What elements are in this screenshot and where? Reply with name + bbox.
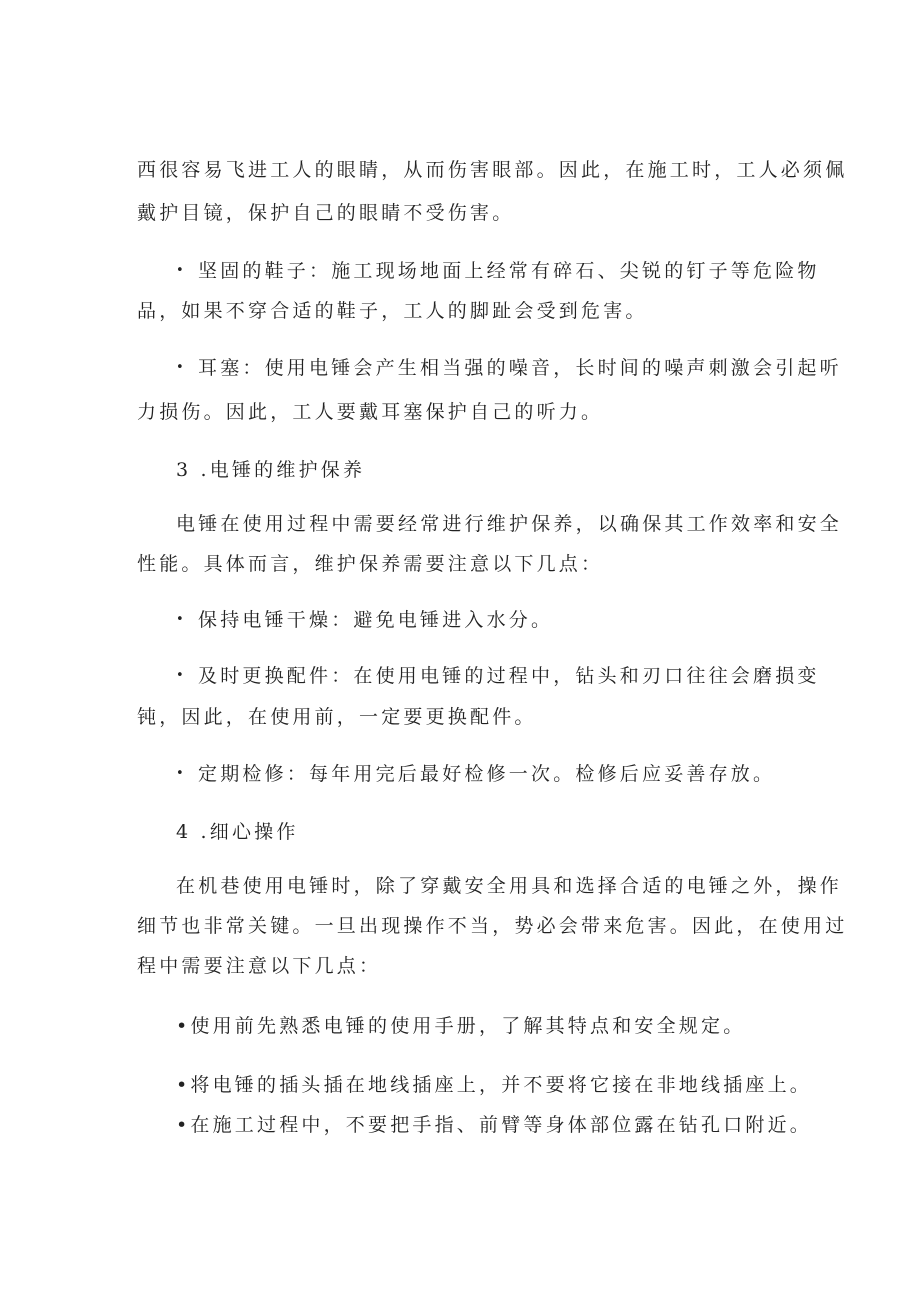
section-heading: 3 .电锤的维护保养 xyxy=(176,459,366,481)
text-line: 保持电锤干燥：避免电锤进入水分。 xyxy=(198,609,554,631)
bullet-dot: • xyxy=(176,766,184,781)
bullet-dot: • xyxy=(176,360,184,375)
text-line: 程中需要注意以下几点： xyxy=(137,955,382,977)
bullet-dot: • xyxy=(176,668,184,683)
text-line: 性能。具体而言，维护保养需要注意以下几点： xyxy=(137,553,604,575)
text-line: 坚固的鞋子：施工现场地面上经常有碎石、尖锐的钉子等危险物 xyxy=(198,260,820,282)
text-line: 西很容易飞进工人的眼睛，从而伤害眼部。因此，在施工时，工人必须佩 xyxy=(137,159,848,181)
text-line: 细节也非常关键。一旦出现操作不当，势必会带来危害。因此，在使用过 xyxy=(137,915,848,937)
bullet-dot: • xyxy=(176,263,184,278)
text-line: 在机巷使用电锤时，除了穿戴安全用具和选择合适的电锤之外，操作 xyxy=(176,875,843,897)
text-line: 戴护目镜，保护自己的眼睛不受伤害。 xyxy=(137,202,515,224)
text-line: 及时更换配件：在使用电锤的过程中，钻头和刃口往往会磨损变 xyxy=(198,665,820,687)
text-line: 电锤在使用过程中需要经常进行维护保养，以确保其工作效率和安全 xyxy=(176,513,843,535)
text-line: 耳塞：使用电锤会产生相当强的噪音，长时间的噪声刺激会引起听 xyxy=(198,357,842,379)
text-line: •使用前先熟悉电锤的使用手册，了解其特点和安全规定。 xyxy=(176,1015,746,1037)
text-line: •在施工过程中，不要把手指、前臂等身体部位露在钻孔口附近。 xyxy=(176,1114,813,1136)
bullet-dot: • xyxy=(176,612,184,627)
text-line: 定期检修：每年用完后最好检修一次。检修后应妥善存放。 xyxy=(198,763,776,785)
text-line: 钝，因此，在使用前，一定要更换配件。 xyxy=(137,706,537,728)
text-line: 力损伤。因此，工人要戴耳塞保护自己的听力。 xyxy=(137,401,604,423)
text-line: 品，如果不穿合适的鞋子，工人的脚趾会受到危害。 xyxy=(137,300,648,322)
text-line: •将电锤的插头插在地线插座上，并不要将它接在非地线插座上。 xyxy=(176,1074,813,1096)
section-heading: 4 .细心操作 xyxy=(176,821,299,843)
